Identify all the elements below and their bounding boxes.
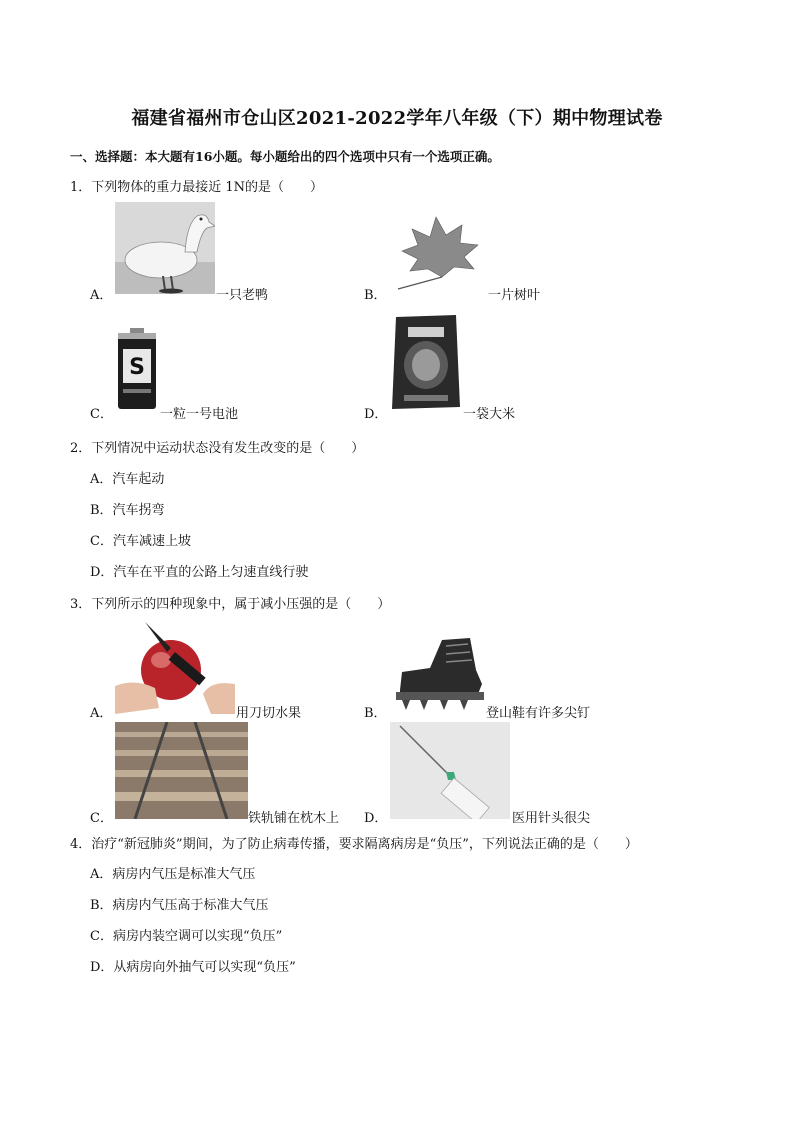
section-heading: 一、选择题：本大题有16小题。每小题给出的四个选项中只有一个选项正确。 <box>70 149 500 164</box>
q2-option-d: D．汽车在平直的公路上匀速直线行驶 <box>90 565 309 580</box>
q4-option-c: C．病房内装空调可以实现“负压” <box>90 929 283 944</box>
q1-option-b-text: 一片树叶 <box>488 288 541 303</box>
q3-option-d-letter: D． <box>364 811 388 826</box>
q1-option-c-text: 一粒一号电池 <box>160 407 239 422</box>
leaf-photo <box>390 207 485 292</box>
q2-option-c: C．汽车减速上坡 <box>90 534 191 549</box>
duck-photo <box>115 202 215 294</box>
q1-option-d-text: 一袋大米 <box>463 407 516 422</box>
railway-photo <box>115 722 248 819</box>
q3-option-b-letter: B． <box>364 706 387 721</box>
q3-option-c-letter: C． <box>90 811 113 826</box>
rice-bag-photo <box>390 313 462 411</box>
q1-option-d-letter: D． <box>364 407 388 422</box>
page-title: 福建省福州市仓山区2021-2022学年八年级（下）期中物理试卷 <box>131 108 663 129</box>
q2-option-a: A．汽车起动 <box>90 472 165 487</box>
q1-option-a-text: 一只老鸭 <box>216 288 269 303</box>
question-4-stem: 4．治疗“新冠肺炎”期间，为了防止病毒传播，要求隔离病房是“负压”，下列说法正确的是（ ） <box>70 837 638 852</box>
q1-option-b-letter: B． <box>364 288 387 303</box>
q4-option-d: D．从病房向外抽气可以实现“负压” <box>90 960 296 975</box>
question-1-stem: 1．下列物体的重力最接近 1N的是（ ） <box>70 180 324 195</box>
q3-option-a-text: 用刀切水果 <box>236 706 302 721</box>
knife-apple-photo <box>115 618 235 716</box>
q1-option-a-letter: A． <box>90 288 113 303</box>
q2-option-b: B．汽车拐弯 <box>90 503 165 518</box>
climbing-boot-photo <box>390 632 485 714</box>
q3-option-a-letter: A． <box>90 706 113 721</box>
q1-option-c-letter: C． <box>90 407 113 422</box>
battery-photo <box>115 327 160 412</box>
q3-option-c-text: 铁轨铺在枕木上 <box>248 811 340 826</box>
question-3-stem: 3．下列所示的四种现象中，属于减小压强的是（ ） <box>70 597 391 612</box>
q4-option-b: B．病房内气压高于标准大气压 <box>90 898 269 913</box>
q4-option-a: A．病房内气压是标准大气压 <box>90 867 256 882</box>
q3-option-d-text: 医用针头很尖 <box>512 811 591 826</box>
question-2-stem: 2．下列情况中运动状态没有发生改变的是（ ） <box>70 441 365 456</box>
svg-text:S: S <box>129 355 145 380</box>
q3-option-b-text: 登山鞋有许多尖钉 <box>486 706 591 721</box>
syringe-photo <box>390 722 510 819</box>
